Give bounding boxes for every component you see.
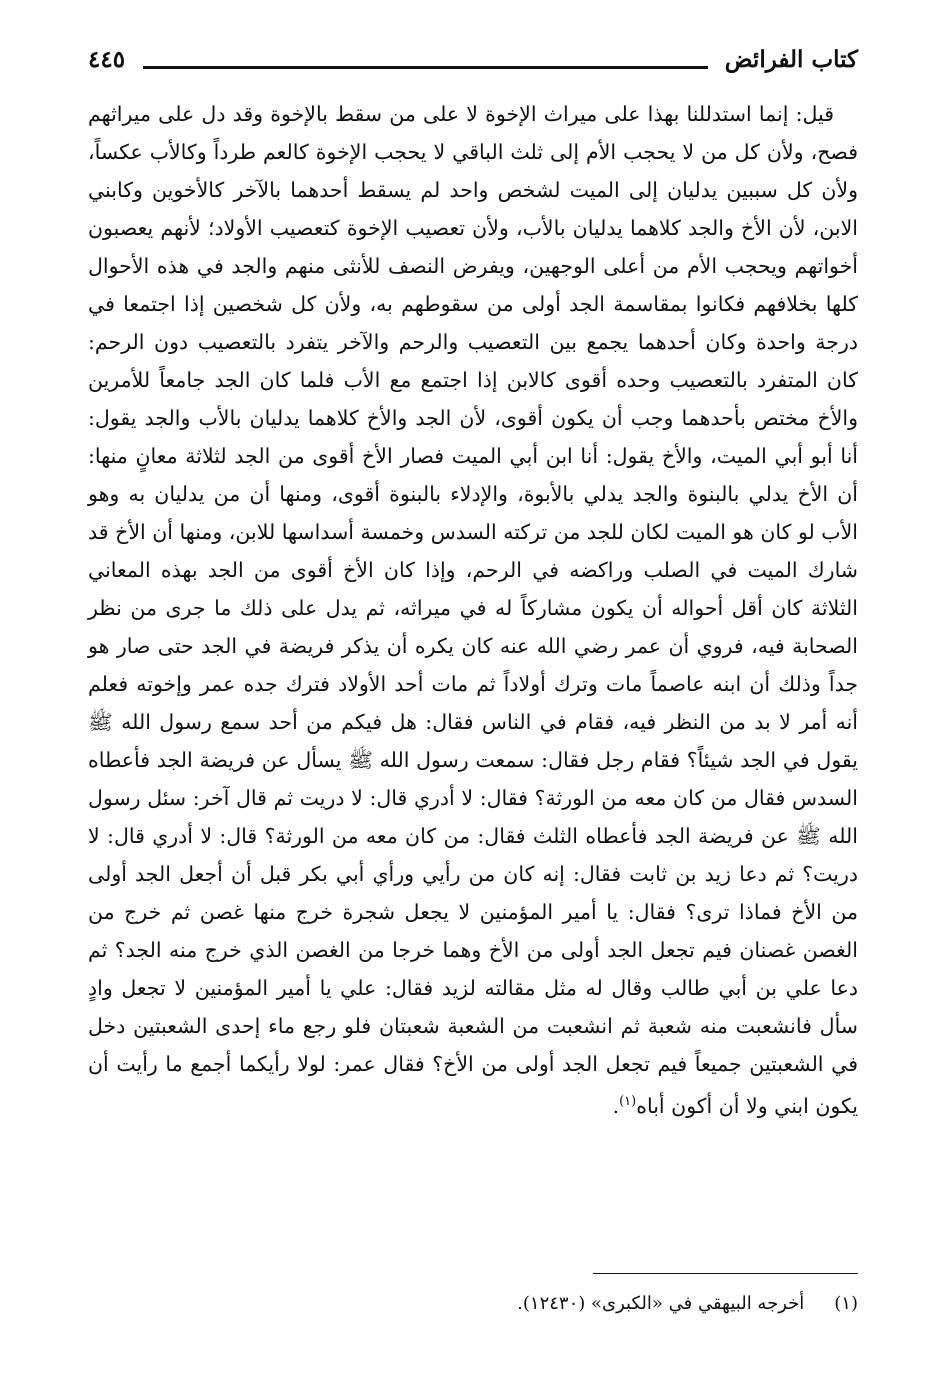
page-number: ٤٤٥ [88, 46, 126, 73]
chapter-title: كتاب الفرائض [724, 46, 858, 73]
paragraph-text: قيل: إنما استدللنا بهذا على ميراث الإخوة لا على من سقط بالإخوة وقد دل على ميراثهم فصح، ولأن كل من لا يحجب الأم إلى ثلث الباقي لا يحجب الإخوة كالعم طرداً وكالأب عكساً، ولأن كل سببين يدليان إلى الميت لشخص واحد لم يسقط أحدهما بالآخر كالأخوين وكابني الابن، لأن الأخ والجد كلاهما يدليان بالأب، ولأن تعصيب الإخوة كتعصيب الأولاد؛ لأنهم يعصبون أخواتهم ويحجب الأم من أعلى الوجهين، ويفرض النصف للأنثى منهم والجد في هذه الأحوال كلها بخلافهم فكانوا بمقاسمة الجد أولى من سقوطهم به، ولأن كل شخصين إذا اجتمعا في درجة واحدة وكان أحدهما يجمع بين التعصيب والرحم والآخر يتفرد بالتعصيب دون الرحم: كان المتفرد بالتعصيب وحده أقوى كالابن إذا اجتمع مع الأب فلما كان الجد جامعاً للأمرين والأخ مختص بأحدهما وجب أن يكون أقوى، لأن الجد والأخ كلاهما يدليان بالأب والجد يقول: أنا أبو أبي الميت، والأخ يقول: أنا ابن أبي الميت فصار الأخ أقوى من الجد لثلاثة معانٍ منها: أن الأخ يدلي بالبنوة والجد يدلي بالأبوة، والإدلاء بالبنوة أقوى، ومنها أن من يدليان به وهو الأب لو كان هو الميت لكان للجد من تركته السدس وخمسة أسداسها للابن، ومنها أن الأخ قد شارك الميت في الصلب وراكضه في الرحم، وإذا كان الأخ أقوى من الجد بهذه المعاني الثلاثة كان أقل أحواله أن يكون مشاركاً له في ميراثه، ثم يدل على ذلك ما جرى من نظر الصحابة فيه، فروي أن عمر رضي الله عنه كان يكره أن يذكر فريضة في الجد حتى صار هو جداً وذلك أن ابنه عاصماً مات وترك أولاداً ثم مات أحد الأولاد فترك جده عمر وإخوته فعلم أنه أمر لا بد من النظر فيه، فقام في الناس فقال: هل فيكم من أحد سمع رسول الله ﷺ يقول في الجد شيئاً؟ فقام رجل فقال: سمعت رسول الله ﷺ يسأل عن فريضة الجد فأعطاه السدس فقال من كان معه من الورثة؟ فقال: لا أدري قال: لا دريت ثم قال آخر: سئل رسول الله ﷺ عن فريضة الجد فأعطاه الثلث فقال: من كان معه من الورثة؟ قال: لا أدري قال: لا دريت؟ ثم دعا زيد بن ثابت فقال: إنه كان من رأيي ورأي أبي بكر قبل أن أجعل الجد أولى من الأخ فماذا ترى؟ فقال: يا أمير المؤمنين لا يجعل شجرة خرج منها غصن ثم خرج من الغصن غصنان فيم تجعل الجد أولى من الأخ وهما خرجا من الغصن الذي خرج منه الجد؟ ثم دعا علي بن أبي طالب وقال له مثل مقالته لزيد فقال: علي يا أمير المؤمنين لا تجعل وادٍ سأل فانشعبت منه شعبة ثم انشعبت من الشعبة شعبتان فلو رجع ماء إحدى الشعبتين دخل في الشعبتين جميعاً فيم تجعل الجد أولى من الأخ؟ فقال عمر: لولا رأيكما أجمع ما رأيت أن يكون ابني ولا أن أكون أباه [88, 102, 858, 1118]
header-rule [143, 66, 708, 69]
footnote-divider [593, 1273, 858, 1274]
footnote-number: (١) [834, 1293, 858, 1314]
paragraph-end-mark: . [612, 1093, 620, 1118]
main-text [88, 95, 858, 1125]
footnote-reference: (١) [619, 1094, 637, 1109]
page-header [88, 42, 858, 82]
main-paragraph [88, 95, 858, 1125]
footnote-1 [88, 1290, 858, 1318]
footnote-text: أخرجه البيهقي في «الكبرى» (١٢٤٣٠). [517, 1293, 805, 1314]
